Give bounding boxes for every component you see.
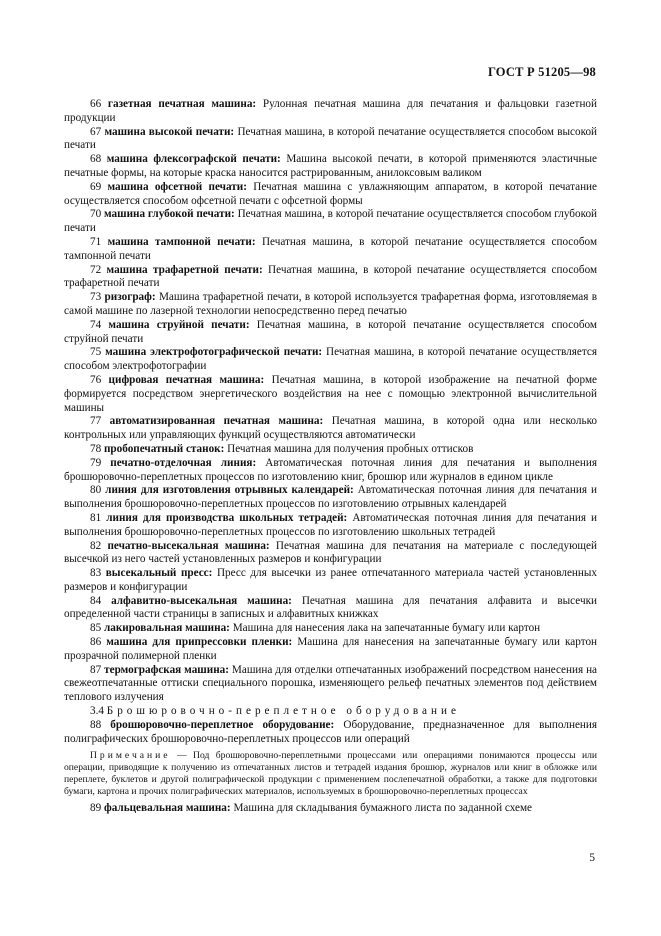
term-number: 82 <box>90 539 102 552</box>
term-entry <box>64 664 597 705</box>
term-list-continued <box>64 802 597 816</box>
term-definition: Печатная машина, в которой одна или несколько контрольных или управляющих функций осуществляются автоматически <box>64 415 598 442</box>
term-name: цифровая печатная машина: <box>108 373 265 386</box>
term-name: машина струйной печати: <box>108 318 250 331</box>
term-entry <box>64 443 597 457</box>
term-definition: Автоматическая поточная линия для печатания и выполнения брошюровочно-переплетных процессов по изготовлению книг, брошюр или журналов в едином цикле <box>64 456 598 483</box>
term-number: 81 <box>90 511 102 524</box>
term-name: линия для изготовления отрывных календарей: <box>105 484 354 497</box>
term-definition: Печатная машина, в которой изображение на печатной форме формируется посредством энергетического воздействия на нее с помощью электронной вычислительной машины <box>64 373 597 414</box>
term-name: машина флексографской печати: <box>106 153 281 166</box>
term-definition: Печатная машина для получения пробных оттисков <box>227 442 474 455</box>
term-number: 86 <box>90 636 102 649</box>
term-entry <box>64 374 597 415</box>
note-text: — Под брошюровочно-переплетными процессами или операциями понимаются процессы или операции, приводящие к получению из отпечатанных листов и тетрадей издания брошюр, журналов или книг в обложке или переплете, буклетов и другой полиграфической продукции с применением послепечатной обработки, а также для подготовки бумаги, картона и прочих полиграфических материалов, используемых в брошюровочно-переплетных процессах <box>64 750 598 797</box>
term-entry <box>64 153 597 181</box>
term-name: высекальный пресс: <box>105 567 213 580</box>
term-number: 80 <box>90 484 102 497</box>
term-definition: Печатная машина, в которой печатание осуществляется способом тампонной печати <box>64 235 598 262</box>
term-definition: Машина трафаретной печати, в которой используется трафаретная форма, изготовляемая в самой машине по лазерной технологии непосредственно перед печатью <box>64 291 598 317</box>
term-entry <box>64 415 597 443</box>
term-number: 71 <box>90 235 102 248</box>
term-name: машина трафаретной печати: <box>106 263 263 276</box>
term-name: брошюровочно-переплетное оборудование: <box>110 718 335 731</box>
term-number: 67 <box>90 125 102 138</box>
term-name: лакировальная машина: <box>103 622 230 635</box>
term-list-section-3-3 <box>64 98 597 705</box>
term-entry <box>64 291 597 319</box>
term-number: 66 <box>90 98 102 110</box>
term-number: 89 <box>90 801 102 814</box>
term-number: 85 <box>90 622 102 635</box>
term-name: ризограф: <box>104 291 156 304</box>
term-number: 75 <box>90 346 102 359</box>
term-name: машина электрофотографической печати: <box>105 346 323 359</box>
term-name: пробопечатный станок: <box>103 442 225 455</box>
term-entry <box>64 181 597 209</box>
term-name: линия для производства школьных тетрадей: <box>106 511 348 524</box>
term-entry <box>64 236 597 264</box>
term-definition: Рулонная печатная машина для печатания и фальцовки газетной продукции <box>64 98 598 124</box>
term-definition: Машина для отделки отпечатанных изображений посредством нанесения на свежеотпечатанные оттиски специального порошка, изменяющего рельеф печатных элементов под действием теплового излучения <box>64 663 598 704</box>
term-number: 83 <box>90 567 102 580</box>
term-entry <box>64 540 597 568</box>
term-entry <box>64 719 597 747</box>
term-entry <box>64 457 597 485</box>
term-name: фальцевальная машина: <box>103 801 231 814</box>
term-definition: Автоматическая поточная линия для печатания и выполнения брошюровочно-переплетных процессов по изготовлению школьных тетрадей <box>64 511 598 538</box>
term-entry <box>64 512 597 540</box>
term-number: 73 <box>90 291 102 304</box>
term-definition: Печатная машина, в которой печатание осуществляется способом электрофотографии <box>64 346 597 373</box>
page-number: 5 <box>589 852 595 864</box>
term-definition: Печатная машина, в которой печатание осуществляется способом высокой печати <box>64 125 598 152</box>
term-number: 88 <box>90 718 102 731</box>
term-entry <box>64 98 597 126</box>
term-definition: Печатная машина для печатания на материале с последующей высечкой из него частей установленных размеров и конфигурации <box>64 539 598 566</box>
term-number: 70 <box>90 208 102 221</box>
term-entry <box>64 484 597 512</box>
term-definition: Печатная машина, в которой печатание осуществляется способом струйной печати <box>64 318 598 345</box>
term-name: машина офсетной печати: <box>107 180 247 193</box>
term-list-section-3-4 <box>64 719 597 747</box>
term-definition: Печатная машина, в которой печатание осуществляется способом трафаретной печати <box>64 263 598 290</box>
term-entry <box>64 126 597 154</box>
term-entry <box>64 567 597 595</box>
term-definition: Пресс для высечки из ранее отпечатанного материала частей установленных размеров и конфигурации <box>64 567 598 593</box>
term-entry <box>64 636 597 664</box>
term-definition: Печатная машина, в которой печатание осуществляется способом глубокой печати <box>64 208 598 235</box>
section-number: 3.4 <box>90 705 104 718</box>
term-number: 76 <box>90 373 102 386</box>
term-entry <box>64 319 597 347</box>
document-body <box>64 98 597 815</box>
term-number: 79 <box>90 456 102 469</box>
term-definition: Печатная машина для печатания алфавита и высечки определенной части страницы в записных и алфавитных книжках <box>64 594 597 621</box>
term-entry <box>64 622 597 636</box>
term-number: 77 <box>90 415 102 428</box>
term-name: алфавитно-высекальная машина: <box>111 594 292 607</box>
term-entry <box>64 595 597 623</box>
term-entry <box>64 346 597 374</box>
term-name: автоматизированная печатная машина: <box>109 415 324 428</box>
term-definition: Оборудование, предназначенное для выполнения полиграфических брошюровочно-переплетных процессов или операций <box>64 718 598 745</box>
term-number: 68 <box>90 153 102 166</box>
term-name: печатно-отделочная линия: <box>110 456 257 469</box>
note <box>64 750 597 797</box>
term-name: машина высокой печати: <box>104 125 235 138</box>
term-number: 72 <box>90 263 102 276</box>
term-name: термографская машина: <box>104 663 229 676</box>
section-heading <box>64 705 597 719</box>
term-name: машина для припрессовки пленки: <box>106 636 293 649</box>
term-definition: Автоматическая поточная линия для печатания и выполнения брошюровочно-переплетных процессов по изготовлению отрывных календарей <box>64 484 597 511</box>
term-number: 78 <box>90 442 102 455</box>
term-definition: Машина высокой печати, в которой применяются эластичные печатные формы, на которые краска наносится растрированным, анилоксовым валиком <box>64 153 597 179</box>
term-name: машина глубокой печати: <box>104 208 235 221</box>
term-number: 74 <box>90 318 102 331</box>
term-entry <box>64 264 597 292</box>
term-definition: Машина для нанесения лака на запечатанные бумагу или картон <box>232 622 541 635</box>
note-label: Примечание <box>90 750 171 762</box>
term-definition: Печатная машина с увлажняющим аппаратом, в которой печатание осуществляется способом офсетной печати с офсетной формы <box>64 180 598 207</box>
term-number: 69 <box>90 180 102 193</box>
standard-designation: ГОСТ Р 51205—98 <box>487 65 596 79</box>
term-entry <box>64 208 597 236</box>
section-title: Брошюровочно-переплетное оборудование <box>106 705 460 718</box>
term-name: печатно-высекальная машина: <box>107 539 270 552</box>
term-definition: Машина для нанесения на запечатанные бумагу или картон прозрачной полимерной пленки <box>64 636 598 662</box>
term-name: газетная печатная машина: <box>107 98 257 110</box>
term-entry <box>64 802 597 816</box>
term-name: машина тампонной печати: <box>107 235 256 248</box>
term-number: 84 <box>90 594 102 607</box>
term-definition: Машина для складывания бумажного листа по заданной схеме <box>233 801 533 814</box>
term-number: 87 <box>90 663 102 676</box>
